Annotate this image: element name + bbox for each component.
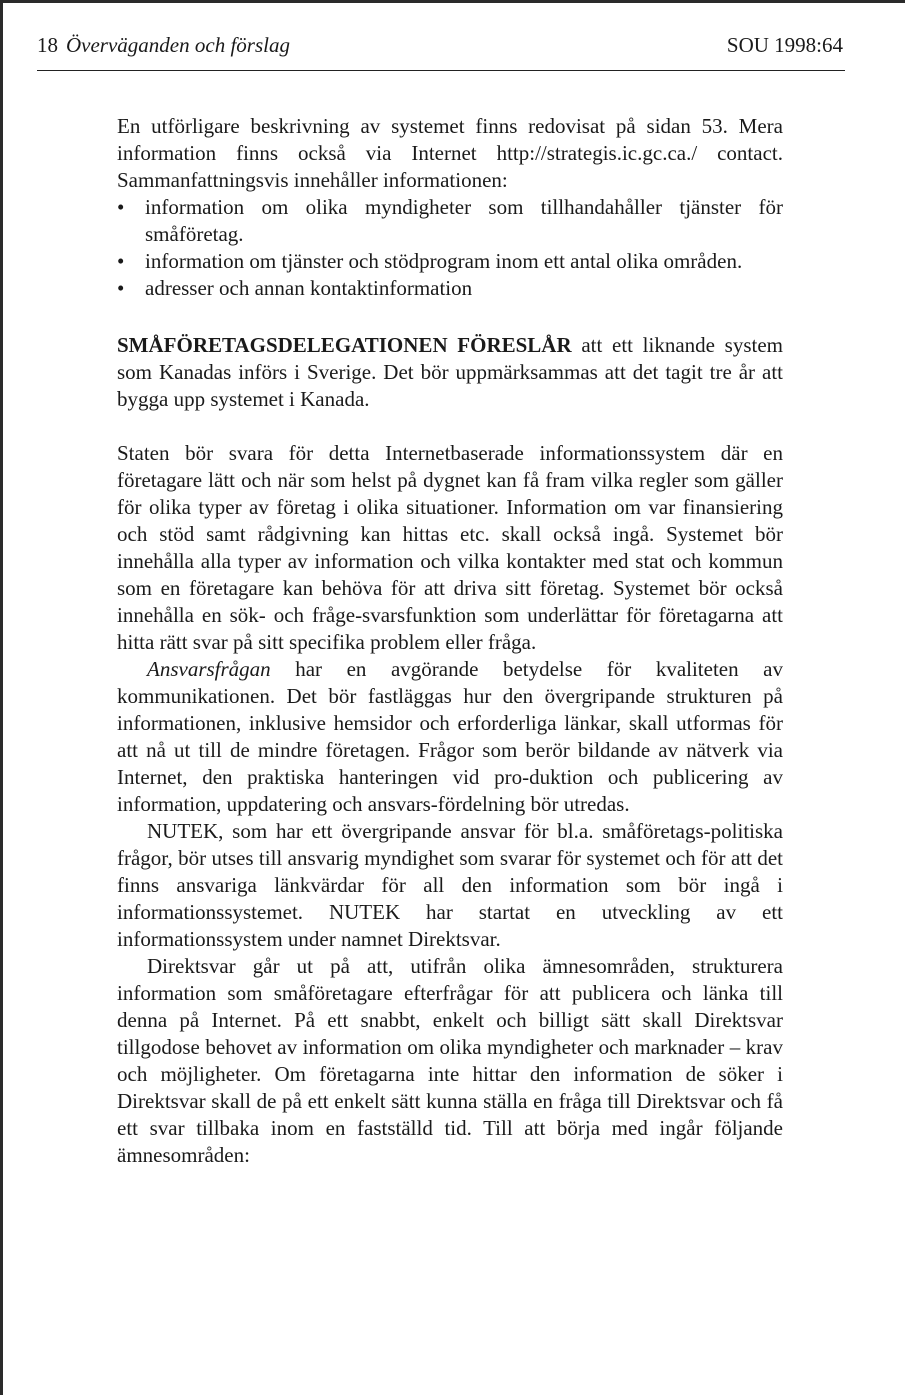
- proposal-text: att ett liknande system som Kanadas införs i Sverige. Det bör uppmärksammas att det tagit tre år att bygga upp systemet i Kanada.: [117, 333, 783, 411]
- paragraph: [117, 656, 783, 818]
- list-item-text: information om tjänster och stödprogram inom ett antal olika områden.: [145, 249, 743, 273]
- bullet-icon: •: [117, 276, 125, 300]
- paragraph-text: har en avgörande betydelse för kvaliteten av kommunikationen. Det bör fastläggas hur den övergripande strukturen på informationen, inklusive hemsidor och erforderliga länkar, skall utformas för att nå ut till de mindre företagen. Frågor som berör bildande av nätverk via Internet, den praktiska hanteringen vid pro-duktion och publicering av information, uppdatering och ansvars-fördelning bör utredas.: [117, 657, 783, 816]
- proposal-lead: SMÅFÖRETAGSDELEGATIONEN FÖRESLÅR: [117, 333, 572, 357]
- proposal-paragraph: [117, 332, 783, 413]
- bullet-icon: •: [117, 195, 125, 219]
- list-item-text: adresser och annan kontaktinformation: [145, 276, 473, 300]
- page-number: 18: [37, 33, 58, 57]
- list-item-text: information om olika myndigheter som tillhandahåller tjänster för småföretag.: [145, 195, 783, 246]
- paragraph: Staten bör svara för detta Internetbaserade informationssystem där en företagare lätt och när som helst på dygnet kan få fram vilka regler som gäller för olika typer av företag i olika situationer. Information om var finansiering och stöd samt rådgivning kan hittas etc. skall också ingå. Systemet bör innehålla alla typer av information och vilka kontakter med stat och kommun som en företagare kan behöva för att driva sitt företag. Systemet bör också innehålla en sök- och fråge-svarsfunktion som underlättar för företagarna att hitta rätt svar på sitt specifika problem eller fråga.: [117, 441, 783, 654]
- chapter-title: Överväganden och förslag: [66, 33, 290, 57]
- header-rule: [37, 70, 845, 71]
- list-item: [117, 248, 783, 275]
- report-series: SOU 1998:64: [726, 33, 843, 57]
- body-text: [117, 113, 783, 1169]
- running-header: [37, 33, 843, 63]
- paragraph: Direktsvar går ut på att, utifrån olika ämnesområden, strukturera information som småföretagare efterfrågar för att publicera och länka till denna på Internet. På ett snabbt, enkelt och billigt sätt skall Direktsvar tillgodose behovet av information om olika myndigheter och marknader – krav och möjligheter. Om företagarna inte hittar den information de söker i Direktsvar skall de på ett enkelt sätt kunna ställa en fråga till Direktsvar och få ett svar tillbaka inom en fastställd tid. Till att börja med ingår följande ämnesområden:: [117, 954, 783, 1167]
- header-left: [37, 33, 290, 58]
- list-item: [117, 194, 783, 248]
- bullet-icon: •: [117, 249, 125, 273]
- emphasis-term: Ansvarsfrågan: [147, 657, 271, 681]
- paragraph: NUTEK, som har ett övergripande ansvar för bl.a. småföretags-politiska frågor, bör utses till ansvarig myndighet som svarar för systemet och för att det finns ansvariga länkvärdar för all den information som bör ingå i informationssystemet. NUTEK har startat en utveckling av ett informationssystem under namnet Direktsvar.: [117, 819, 783, 951]
- bullet-list: [117, 194, 783, 302]
- intro-paragraph: En utförligare beskrivning av systemet finns redovisat på sidan 53. Mera information finns också via Internet http://strategis.ic.gc.ca./ contact. Sammanfattningsvis innehåller informationen:: [117, 114, 783, 192]
- list-item: [117, 275, 783, 302]
